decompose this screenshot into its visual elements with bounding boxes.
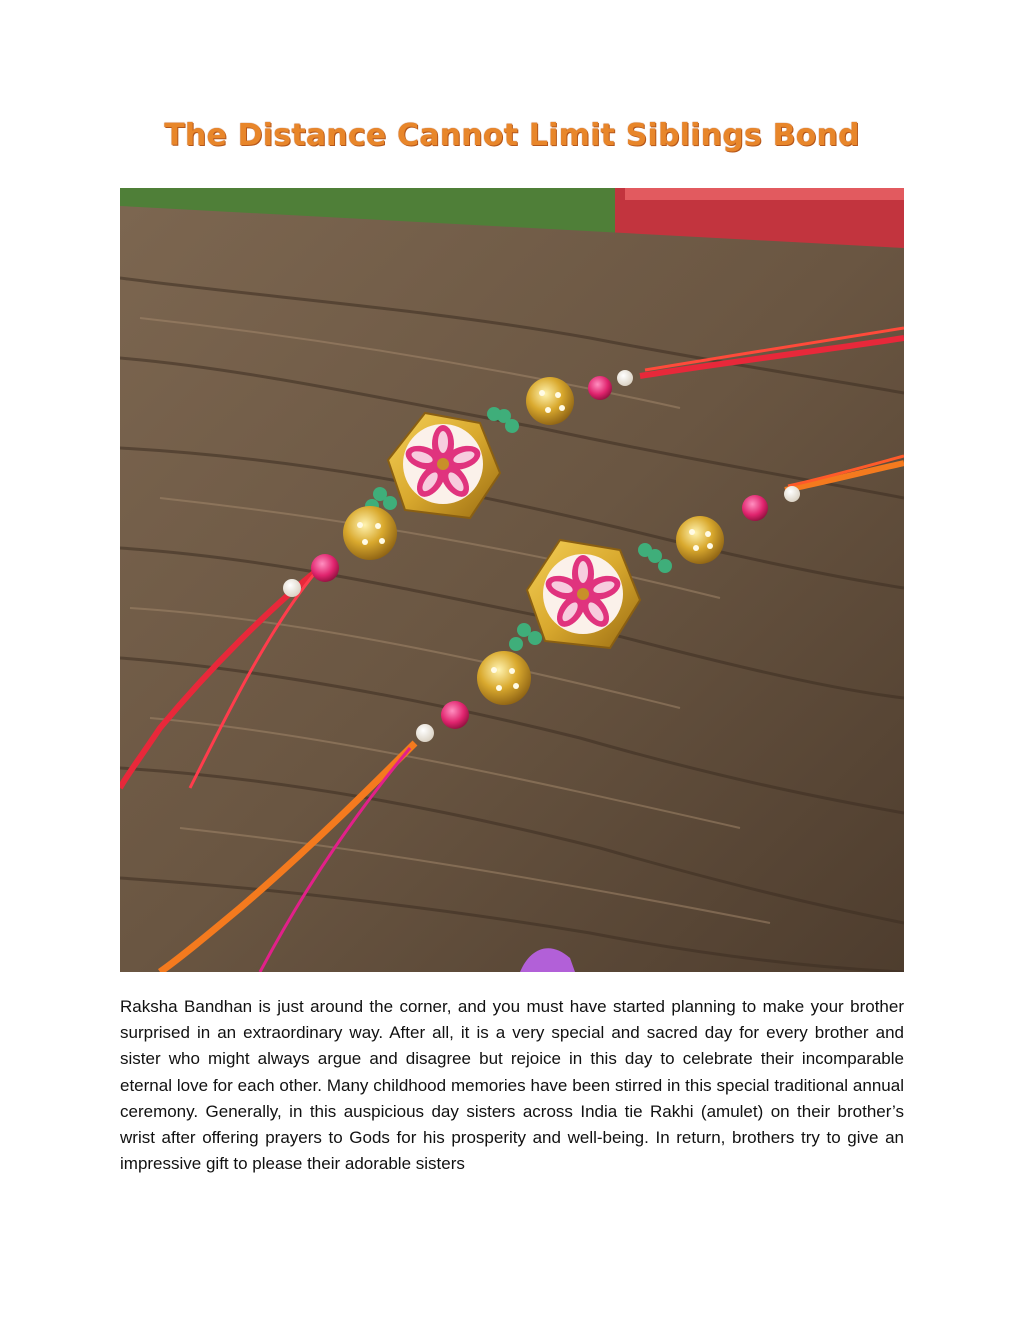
body-paragraph: Raksha Bandhan is just around the corner, and you must have started planning to make your brother surprised in an extraordinary way. After all, it is a very special and sacred day for every brother and sister who might always argue and disagree but rejoice in this day to celebrate their incomparable eternal love for each other. Many childhood memories have been stirred in this special traditional annual ceremony. Generally, in this auspicious day sisters across India tie Rakhi (amulet) on their brother’s wrist after offering prayers to Gods for his prosperity and well-being. In return, brothers try to give an impressive gift to please their adorable sisters — [120, 997, 904, 1174]
rakhi-photo — [120, 188, 904, 972]
page-title: The Distance Cannot Limit Siblings Bond — [164, 118, 860, 153]
